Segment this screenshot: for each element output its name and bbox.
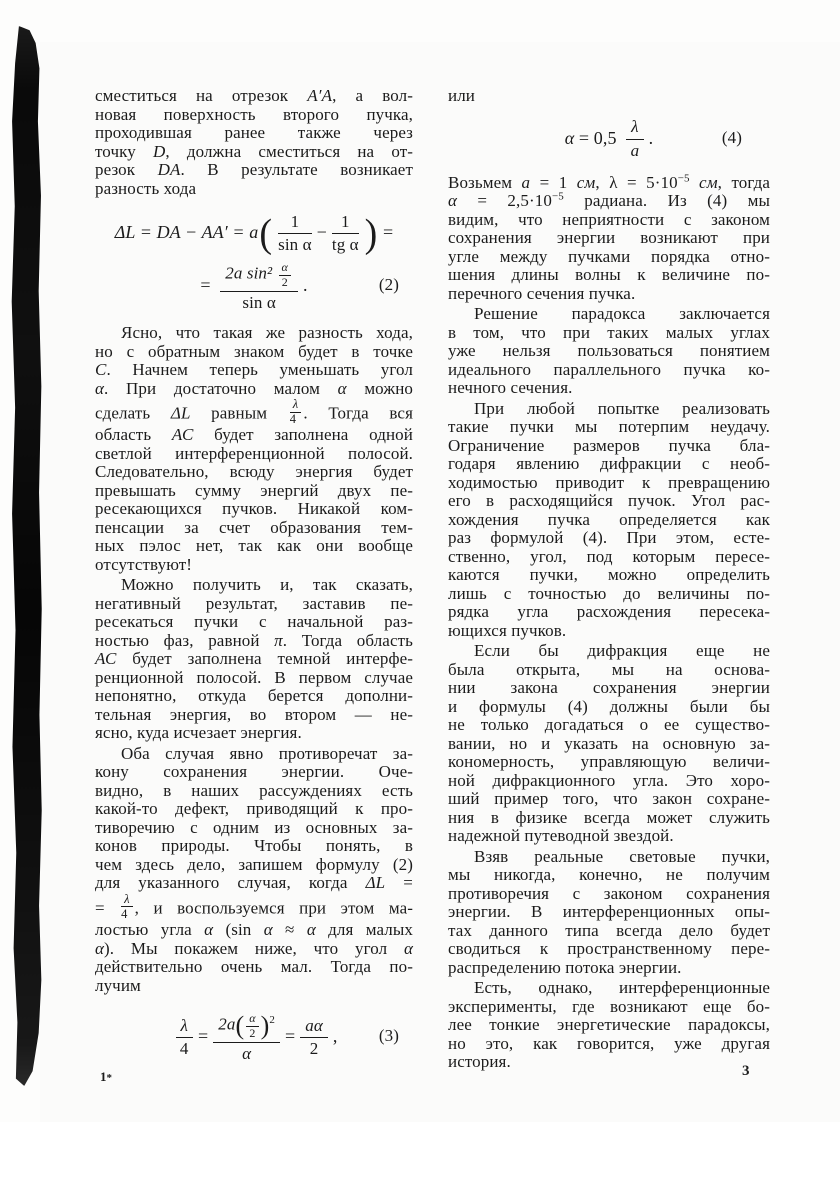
text-line: для указанного случая, когда ΔL = bbox=[95, 873, 413, 893]
text-line: С. Начнем теперь уменьшать угол bbox=[95, 360, 413, 379]
text-line: каются пучки, можно определить bbox=[448, 565, 770, 584]
numerator: λ bbox=[176, 1017, 193, 1039]
denominator: sin α bbox=[242, 292, 276, 312]
text-line: была открыта, мы на основа- bbox=[448, 659, 770, 679]
text-line: область АС будет заполнена одной bbox=[95, 425, 413, 445]
text-line: превышать сумму энергий двух пе- bbox=[95, 480, 413, 500]
text-line: и формулы (4) должны были бы bbox=[448, 696, 770, 716]
formula-4 bbox=[448, 115, 770, 161]
paragraph bbox=[95, 745, 413, 995]
numerator: λ bbox=[626, 118, 643, 140]
text-line: ший пример того, что закон сохране- bbox=[448, 789, 770, 808]
denominator: sin α bbox=[278, 235, 312, 255]
text-line: энергии. В интерференционных опы- bbox=[448, 902, 770, 921]
text-line: такие пучки мы потерпим неудачу. bbox=[448, 417, 770, 436]
text-line: ных пэлос нет, так как они вообще bbox=[95, 536, 413, 556]
numerator: α bbox=[246, 1012, 258, 1026]
text-line: = $\frac{\lambda}{4}$ , и воспользуемся при этом ма- bbox=[95, 891, 413, 921]
formula-text: 2a bbox=[218, 1014, 236, 1034]
text-line: в том, что при таких малых углах bbox=[448, 322, 770, 342]
equals-sign: = bbox=[197, 1026, 209, 1046]
text-line: конов природы. Чтобы понять, в bbox=[95, 836, 413, 856]
text-line: раз формулой (4). При этом, есте- bbox=[448, 528, 770, 547]
text-line: ностью фаз, равной π. Тогда область bbox=[95, 630, 413, 650]
numerator: 1 bbox=[332, 213, 359, 235]
text-line: сместиться на отрезок A′A, а вол- bbox=[95, 86, 413, 105]
text-line: разность хода bbox=[95, 178, 197, 198]
text-line: отсутствуют! bbox=[95, 554, 193, 574]
paragraph bbox=[95, 324, 413, 574]
fraction bbox=[176, 1017, 193, 1059]
fraction bbox=[213, 1012, 280, 1063]
text-line: идеального параллельного пучка ко- bbox=[448, 359, 770, 379]
text-line: Взяв реальные световые пучки, bbox=[474, 846, 770, 866]
text-line: противоречия с законом сохранения bbox=[448, 883, 770, 903]
denominator: 2 bbox=[249, 1026, 256, 1041]
comma: , bbox=[332, 1026, 338, 1046]
text-line: хождения пучка определяется как bbox=[448, 509, 770, 529]
paragraph bbox=[448, 848, 770, 978]
text-line: вании, но и указать на основную за- bbox=[448, 733, 770, 753]
text-line: мы никогда, конечно, не получим bbox=[448, 865, 770, 884]
text-line: распределению потока энергии. bbox=[448, 957, 682, 977]
text-line: лишь с точностью до величины по- bbox=[448, 583, 770, 603]
text-line: шения длины волны к величине по- bbox=[448, 265, 770, 284]
text-line: тельная энергия, во втором — не- bbox=[95, 704, 413, 724]
denominator: 2 bbox=[309, 1039, 319, 1059]
column-left bbox=[95, 87, 413, 1063]
fraction bbox=[332, 213, 359, 255]
text-line: но это, как говорится, уже другая bbox=[448, 1033, 770, 1053]
exponent: 2 bbox=[269, 1014, 275, 1027]
formula-text: α bbox=[564, 127, 575, 148]
footnote-asterisk: * bbox=[106, 1072, 112, 1084]
text-line: $\alpha = 2,5\cdot 10^{-5}$ радиана. Из (4) мы bbox=[448, 190, 771, 210]
denominator: 4 bbox=[179, 1039, 189, 1059]
text-line: ренционной полосой. В первом случае bbox=[95, 667, 413, 687]
text-line: ресекающихся пучков. Никакой ком- bbox=[95, 499, 413, 519]
footnote-marker bbox=[100, 1069, 112, 1085]
equation-number-4: (4) bbox=[721, 127, 742, 147]
numerator: α bbox=[279, 261, 291, 275]
text-line: При любой попытке реализовать bbox=[474, 398, 770, 418]
formula-2-line-2 bbox=[95, 260, 413, 310]
text-line: Возьмем a = 1 см, $\lambda = 5\cdot 10^{-5}$ см, тогда bbox=[448, 171, 770, 192]
period: . bbox=[302, 275, 308, 295]
text-line: сохранения энергии возникают при bbox=[448, 228, 770, 247]
text-line: угле между пучками порядка отно- bbox=[448, 246, 770, 266]
equals-sign: = bbox=[383, 222, 394, 242]
text-line: негативный результат, заставив пе- bbox=[95, 593, 413, 613]
text-line: кону сохранения энергии. Оче- bbox=[95, 762, 413, 782]
formula-3 bbox=[95, 1009, 413, 1063]
fraction bbox=[626, 118, 643, 160]
text-line: Если бы дифракция еще не bbox=[474, 641, 770, 660]
text-line: чем здесь дело, запишем формулу (2) bbox=[95, 854, 413, 874]
equation-number-3: (3) bbox=[378, 1026, 399, 1045]
text-line: лее тонкие энергетические парадоксы, bbox=[448, 1015, 770, 1034]
text-line: Можно получить и, так сказать, bbox=[121, 575, 413, 595]
text-line: кономерность, управляющую величи- bbox=[448, 752, 770, 771]
period: . bbox=[648, 127, 654, 148]
denominator: a bbox=[630, 140, 640, 160]
text-line: сделать ΔL равным $\frac{\lambda}{4}$ . Тогда вся bbox=[95, 397, 413, 427]
gutter-shadow bbox=[6, 26, 44, 1086]
text-line: пенсации за счет образования тем- bbox=[95, 517, 413, 537]
paragraph bbox=[448, 305, 770, 398]
nested-fraction bbox=[279, 261, 291, 288]
text-line: уже нельзя пользоваться понятием bbox=[448, 341, 770, 360]
paragraph bbox=[448, 642, 770, 846]
text-line: лостью угла α (sin α ≈ α для малых bbox=[95, 920, 413, 939]
text-line: ственно, угол, под которым пересе- bbox=[448, 546, 770, 566]
text-line: видим, что неприятности с законом bbox=[448, 209, 770, 229]
text-line: рядка угла расхождения пересека- bbox=[448, 602, 770, 621]
paper-bottom-margin bbox=[0, 1122, 840, 1191]
text-line: надежной путеводной звездой. bbox=[448, 826, 674, 845]
numerator: 2a( $\frac{\alpha}{2}$ )$^2$ bbox=[213, 1012, 280, 1042]
text-line: ной дифракционного угла. Это хоро- bbox=[448, 770, 770, 790]
text-line: светлой интерференционной полосой. bbox=[95, 443, 413, 463]
text-line: перечного сечения пучка. bbox=[448, 283, 636, 303]
formula-2-line-1: ΔL = DA − AA′ = a( $\frac{1}{\text{sin α}}$ − $\frac{1}{\text{tg α}}$ ) = bbox=[114, 211, 394, 256]
text-line: ния в физике всегда может служить bbox=[448, 807, 770, 827]
column-right bbox=[448, 87, 770, 1074]
fraction bbox=[278, 213, 312, 255]
text-line: ходимостью приводит к превращению bbox=[448, 472, 770, 492]
denominator: 2 bbox=[281, 275, 288, 290]
text-line: действительно очень мал. Тогда по- bbox=[95, 957, 413, 976]
text-line: сводиться к пространственному пере- bbox=[448, 939, 770, 958]
text-line: его в расходящийся пучок. Угол рас- bbox=[448, 491, 770, 510]
paragraph bbox=[448, 171, 771, 304]
text-line: Оба случая явно противоречат за- bbox=[121, 743, 413, 763]
text-line: Ясно, что такая же разность хода, bbox=[121, 323, 413, 342]
text-line: Следовательно, всюду энергия будет bbox=[95, 462, 413, 482]
text-line: не только догадаться о ее существо- bbox=[448, 715, 770, 734]
formula-text: = 0,5 bbox=[574, 127, 622, 148]
text-line: α. При достаточно малом α можно bbox=[95, 378, 414, 398]
text-line: или bbox=[448, 86, 475, 105]
text-line: ресекаться пучки с начальной раз- bbox=[95, 612, 413, 632]
numerator bbox=[220, 261, 298, 291]
fraction bbox=[300, 1017, 328, 1059]
nested-fraction bbox=[246, 1012, 258, 1039]
paragraph bbox=[95, 576, 413, 743]
inline-fraction: $\frac{\lambda}{4}$ bbox=[121, 893, 133, 921]
text-line: какой-то дефект, приводящий к про- bbox=[95, 799, 413, 819]
text-line: ясно, куда исчезает энергия. bbox=[95, 723, 302, 743]
numerator: 1 bbox=[278, 213, 312, 235]
text-line: резок DA. В результате возникает bbox=[95, 160, 413, 179]
text-line: проходившая ранее также через bbox=[95, 123, 413, 142]
text-line: но с обратным знаком будет в точке bbox=[95, 341, 413, 361]
text-line: непонятно, откуда берется дополни- bbox=[95, 686, 413, 706]
minus-sign: − bbox=[316, 222, 327, 242]
page-number: 3 bbox=[742, 1063, 750, 1079]
footnote-number: 1 bbox=[100, 1069, 107, 1084]
text-line: нечного сечения. bbox=[448, 378, 573, 397]
text-line: видно, в наших рассуждениях есть bbox=[95, 780, 413, 800]
formula-text: 2a sin² bbox=[225, 263, 273, 283]
text-line: эксперименты, где возникают еще бо- bbox=[448, 996, 770, 1016]
paragraph bbox=[448, 87, 770, 106]
equals-sign: = bbox=[200, 275, 211, 295]
text-line: АС будет заполнена темной интерфе- bbox=[95, 649, 413, 669]
text-line: Есть, однако, интерференционные bbox=[474, 978, 770, 997]
denominator: tg α bbox=[331, 235, 359, 255]
text-line: точку D, должна сместиться на от- bbox=[95, 141, 413, 161]
text-line: нии закона сохранения энергии bbox=[448, 678, 770, 697]
text-line: α). Мы покажем ниже, что угол α bbox=[95, 938, 413, 958]
text-line: тиворечию с одним из основных за- bbox=[95, 817, 413, 837]
equals-sign: = bbox=[284, 1026, 296, 1046]
text-line: тах данного типа всегда дело будет bbox=[448, 920, 770, 940]
paragraph bbox=[95, 87, 413, 198]
text-line: годаря явлению дифракции с необ- bbox=[448, 454, 770, 473]
text-line: новая поверхность второго пучка, bbox=[95, 104, 413, 124]
numerator: aα bbox=[300, 1017, 328, 1039]
text-line: лучим bbox=[95, 975, 141, 995]
denominator: α bbox=[242, 1043, 252, 1063]
text-line: ющихся пучков. bbox=[448, 620, 567, 640]
paragraph bbox=[448, 979, 770, 1072]
fraction bbox=[220, 261, 298, 312]
formula-text: ΔL = DA − AA′ = a bbox=[114, 222, 259, 242]
paragraph bbox=[448, 400, 770, 641]
text-line: Ограничение размеров пучка бла- bbox=[448, 435, 770, 455]
equation-number-2: (2) bbox=[378, 275, 399, 294]
text-line: история. bbox=[448, 1052, 511, 1071]
text-line: Решение парадокса заключается bbox=[474, 304, 770, 323]
inline-fraction: $\frac{\lambda}{4}$ bbox=[290, 398, 302, 426]
